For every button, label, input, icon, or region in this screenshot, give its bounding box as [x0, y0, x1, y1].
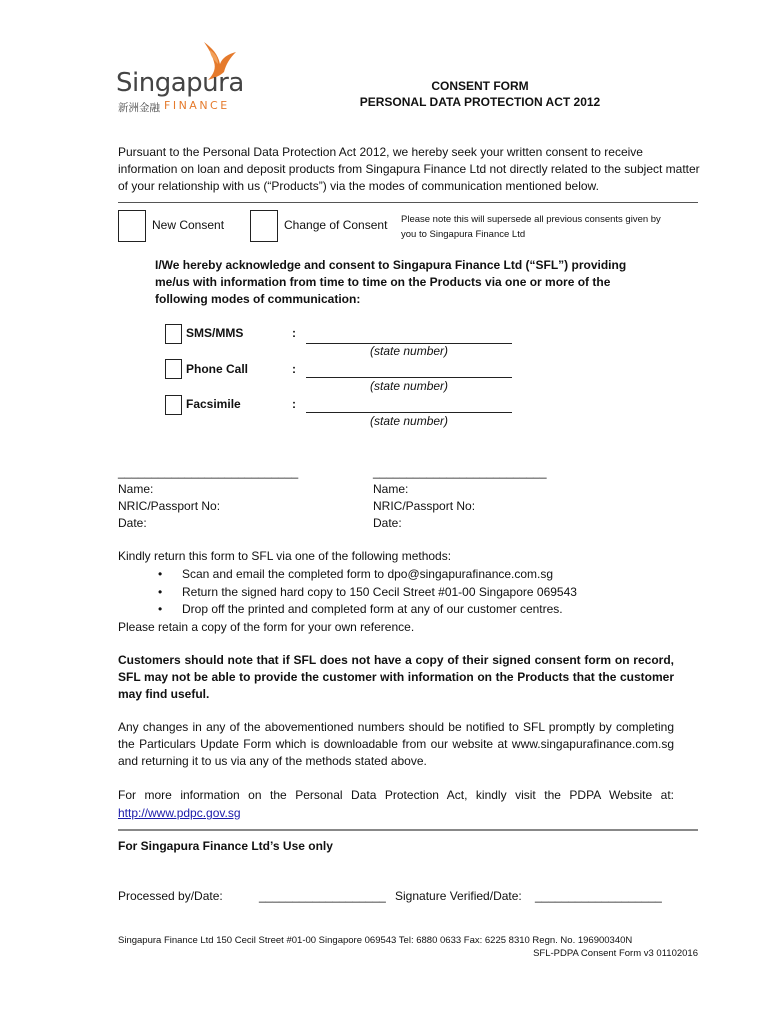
- facsimile-colon: :: [292, 397, 296, 411]
- pdpa-website-link[interactable]: http://www.pdpc.gov.sg: [118, 806, 241, 820]
- office-use-heading: For Singapura Finance Ltd’s Use only: [118, 839, 333, 853]
- more-info-text: For more information on the Personal Data Protection Act, kindly visit the PDPA Website at:: [118, 788, 674, 802]
- list-item: • Scan and email the completed form to dpo@singapurafinance.com.sg: [156, 566, 676, 584]
- phone-call-colon: :: [292, 362, 296, 376]
- supersede-note: Please note this will supersede all previous consents given by you to Singapura Finance Ltd: [401, 214, 661, 240]
- right-nric-label: NRIC/Passport No:: [373, 499, 476, 513]
- intro-paragraph: Pursuant to the Personal Data Protection Act 2012, we hereby seek your written consent to receive information on loan and deposit products from Singapura Finance Ltd not directly related to the subject matter of your relationship with us (“Products”) via the modes of communication mentioned below.: [118, 145, 700, 193]
- processed-by-line[interactable]: ___________________: [259, 889, 386, 903]
- footer-address: Singapura Finance Ltd 150 Cecil Street #01-00 Singapore 069543 Tel: 6880 0633 Fax: 6225 8310 Regn. No. 196900340N: [118, 935, 633, 946]
- divider: [118, 202, 698, 203]
- processed-by-label: Processed by/Date:: [118, 889, 223, 903]
- company-logo: [116, 40, 244, 116]
- more-info-paragraph: [118, 787, 674, 804]
- phone-call-hint: (state number): [370, 379, 449, 393]
- left-nric-label: NRIC/Passport No:: [118, 499, 221, 513]
- phone-call-label: Phone Call: [186, 362, 249, 376]
- phone-call-checkbox[interactable]: [165, 359, 182, 379]
- change-consent-checkbox[interactable]: [250, 210, 278, 242]
- logo-name: Singapura: [116, 68, 244, 98]
- left-date-label: Date:: [118, 516, 147, 530]
- change-consent-label: Change of Consent: [284, 218, 388, 232]
- signature-verified-label: Signature Verified/Date:: [395, 889, 522, 903]
- divider: [118, 829, 698, 831]
- signature-verified-line[interactable]: ___________________: [535, 889, 662, 903]
- warning-paragraph: Customers should note that if SFL does not have a copy of their signed consent form on record, SFL may not be able to provide the customer with information on the Products that the customer may find useful.: [118, 653, 674, 701]
- logo-chinese-name: 新洲金融: [118, 102, 160, 114]
- sms-mms-colon: :: [292, 326, 296, 340]
- list-item: • Return the signed hard copy to 150 Cecil Street #01-00 Singapore 069543: [156, 584, 676, 602]
- logo-finance-text: FINANCE: [164, 99, 230, 112]
- right-signature-line[interactable]: __________________________: [373, 465, 547, 479]
- left-name-label: Name:: [118, 482, 154, 496]
- left-signature-line[interactable]: ___________________________: [118, 465, 299, 479]
- facsimile-label: Facsimile: [186, 397, 241, 411]
- return-methods-list: [156, 566, 676, 619]
- form-title: CONSENT FORM: [431, 79, 529, 93]
- new-consent-label: New Consent: [152, 218, 225, 232]
- return-intro: Kindly return this form to SFL via one of the following methods:: [118, 549, 452, 563]
- right-name-label: Name:: [373, 482, 409, 496]
- facsimile-hint: (state number): [370, 414, 449, 428]
- form-subtitle: PERSONAL DATA PROTECTION ACT 2012: [359, 95, 601, 109]
- new-consent-checkbox[interactable]: [118, 210, 146, 242]
- sms-mms-hint: (state number): [370, 344, 449, 358]
- right-date-label: Date:: [373, 516, 402, 530]
- footer-form-reference: SFL-PDPA Consent Form v3 01102016: [533, 948, 698, 959]
- list-item: • Drop off the printed and completed form at any of our customer centres.: [156, 601, 676, 619]
- sms-mms-checkbox[interactable]: [165, 324, 182, 344]
- facsimile-checkbox[interactable]: [165, 395, 182, 415]
- changes-paragraph: Any changes in any of the abovementioned numbers should be notified to SFL promptly by completing the Particulars Update Form which is downloadable from our website at www.singapurafinance.com.sg and returning it to us via any of the methods stated above.: [118, 720, 674, 768]
- acknowledgement-paragraph: I/We hereby acknowledge and consent to Singapura Finance Ltd (“SFL”) providing me/us with information from time to time on the Products via one or more of the following modes of communication:: [155, 258, 627, 306]
- retain-copy-note: Please retain a copy of the form for your own reference.: [118, 620, 415, 634]
- sms-mms-label: SMS/MMS: [186, 326, 244, 340]
